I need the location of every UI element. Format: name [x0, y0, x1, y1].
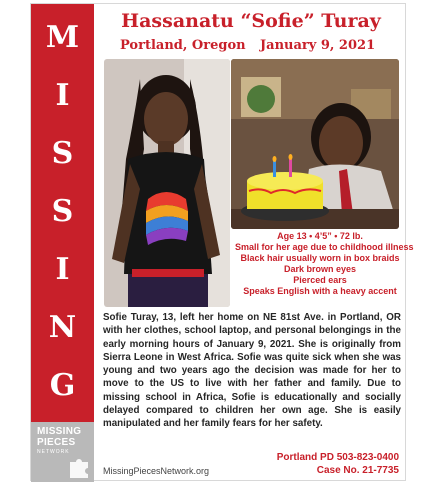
stat-line: Black hair usually worn in box braids — [240, 253, 400, 263]
sidebar-letter: I — [55, 252, 70, 287]
physical-description — [235, 231, 414, 297]
missing-pieces-logo — [31, 422, 94, 482]
stat-line: Small for her age due to childhood illness — [235, 242, 414, 252]
agency-contact — [277, 451, 399, 477]
puzzle-icon — [68, 456, 90, 478]
website-link[interactable]: MissingPiecesNetwork.org — [103, 466, 210, 476]
photo-with-cake — [231, 59, 399, 229]
sidebar-letter: S — [51, 194, 74, 229]
stat-line: Pierced ears — [293, 275, 347, 285]
agency-phone: Portland PD 503-823-0400 — [276, 452, 399, 463]
case-number: Case No. 21-7735 — [316, 465, 399, 476]
stat-line: Dark brown eyes — [283, 264, 357, 274]
stat-line: Speaks English with a heavy accent — [243, 286, 397, 296]
missing-person-name: Hassanatu “Sofie” Turay — [121, 10, 381, 32]
photo-portrait — [104, 59, 230, 307]
stat-age-height-weight: Age 13 • 4’5” • 72 lb. — [277, 231, 363, 241]
sidebar-letter: G — [49, 368, 76, 403]
sidebar-letter: N — [48, 310, 77, 345]
missing-sidebar — [31, 4, 94, 422]
sidebar-letter: I — [55, 78, 70, 113]
case-description: Sofie Turay, 13, left her home on NE 81st Ave. in Portland, OR with her clothes, school laptop, and personal belongings in the early morning hours of January 9, 2021. She is originally from Sierra Leone in West Africa. Sofie was quite sick when she was young and two years ago the decision was made for her to move to the US to live with her father and family. Due to missing school in Africa, Sofie is educationally and socially delayed compared to children her own age. She is easily manipulated and her family fears for her safety. — [103, 312, 401, 430]
missing-poster — [30, 3, 414, 481]
sidebar-letter: M — [45, 20, 80, 55]
logo-line: PIECES — [37, 437, 76, 448]
date-text: January 9, 2021 — [260, 38, 376, 53]
location-text: Portland, Oregon — [120, 38, 246, 53]
logo-line: NETWORK — [37, 449, 70, 455]
logo-line: MISSING — [37, 426, 82, 437]
sidebar-letter: S — [51, 136, 74, 171]
